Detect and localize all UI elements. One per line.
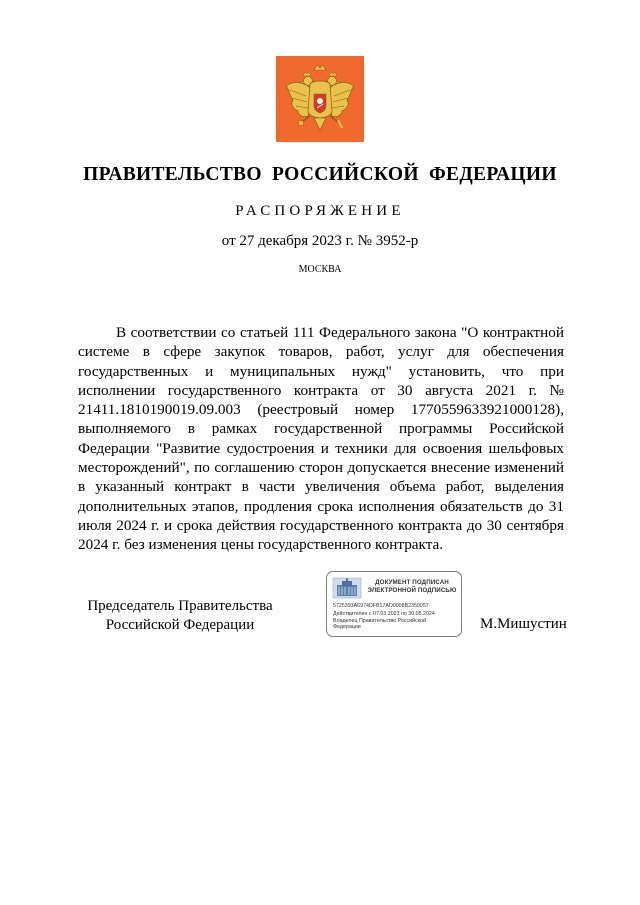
- document-date-number: от 27 декабря 2023 г. № 3952-р: [221, 233, 419, 249]
- coat-of-arms-emblem: [276, 56, 364, 142]
- stamp-owner: Владелец Правительство Российской Федерации: [333, 618, 427, 631]
- signatory-title-line2: Российской Федерации: [105, 617, 255, 633]
- order-paragraph: В соответствии со статьей 111 Федерального закона "О контрактной системе в сфере закупок товаров, работ, услуг для обеспечения государственных и муниципальных нужд" установить, что при исполнении государственного контракта от 30 августа 2021 г. № 21411.1810190019.09.003 (реестровый номер 1770559633921000128), выполняемого в рамках государственной программы Российской Федерации "Развитие судостроения и техники для освоения шельфовых месторождений", по соглашению сторон допускается внесение изменений в указанный контракт в части увеличения объема работ, выделения дополнительных этапов, продления срока исполнения обязательств до 31 июля 2024 г. и срока действия государственного контракта до 30 сентября 2024 г. без изменения цены государственного контракта.: [78, 324, 564, 554]
- document-type: РАСПОРЯЖЕНИЕ: [235, 203, 405, 219]
- stamp-serial: 5725393A6974DFB17AD0008B2359057: [333, 603, 429, 609]
- electronic-signature-stamp: [326, 571, 462, 637]
- stamp-heading-line2: ЭЛЕКТРОННОЙ ПОДПИСЬЮ: [367, 587, 457, 594]
- government-title: ПРАВИТЕЛЬСТВО РОССИЙСКОЙ ФЕДЕРАЦИИ: [83, 164, 557, 185]
- stamp-validity: Действителен с 07.03.2023 по 30.05.2024: [333, 611, 435, 617]
- stamp-heading-line1: ДОКУМЕНТ ПОДПИСАН: [375, 579, 449, 586]
- document-city: МОСКВА: [298, 264, 342, 275]
- government-building-icon: [332, 577, 362, 599]
- signatory-title-line1: Председатель Правительства: [87, 598, 273, 614]
- signatory-name: М.Мишустин: [480, 616, 567, 632]
- stamp-heading: [365, 579, 459, 595]
- signatory-title: [80, 597, 280, 635]
- double-headed-eagle-icon: [276, 56, 364, 142]
